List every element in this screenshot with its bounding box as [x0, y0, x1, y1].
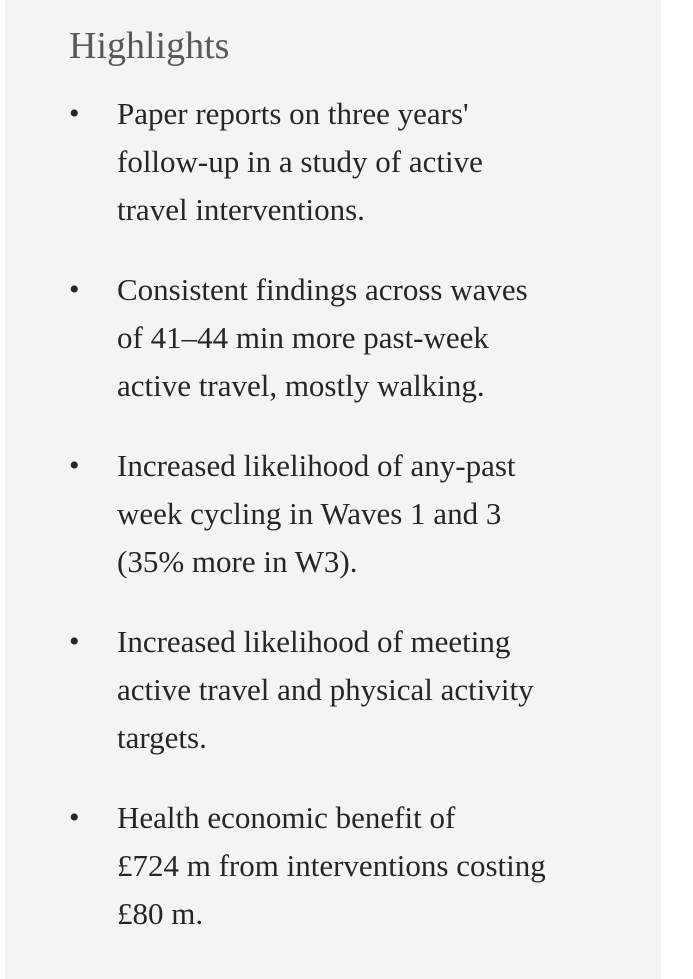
highlight-text: Paper reports on three years' follow-up in a study of active travel interventions.	[117, 96, 483, 227]
highlight-item	[5, 90, 661, 234]
highlights-title: Highlights	[69, 25, 230, 67]
highlight-item	[5, 794, 661, 938]
bullet-icon: •	[69, 801, 80, 834]
highlights-panel	[5, 0, 661, 979]
bullet-icon: •	[69, 97, 80, 130]
highlights-list	[5, 90, 661, 970]
highlight-item	[5, 266, 661, 410]
highlight-text: Increased likelihood of meeting active travel and physical activity targets.	[117, 624, 534, 755]
bullet-icon: •	[69, 449, 80, 482]
highlight-text: Consistent findings across waves of 41–44 min more past-week active travel, mostly walking.	[117, 272, 528, 403]
bullet-icon: •	[69, 625, 80, 658]
highlight-text: Health economic benefit of £724 m from interventions costing £80 m.	[117, 800, 546, 931]
highlight-item	[5, 442, 661, 586]
highlight-text: Increased likelihood of any-past week cycling in Waves 1 and 3 (35% more in W3).	[117, 448, 516, 579]
bullet-icon: •	[69, 273, 80, 306]
highlight-item	[5, 618, 661, 762]
